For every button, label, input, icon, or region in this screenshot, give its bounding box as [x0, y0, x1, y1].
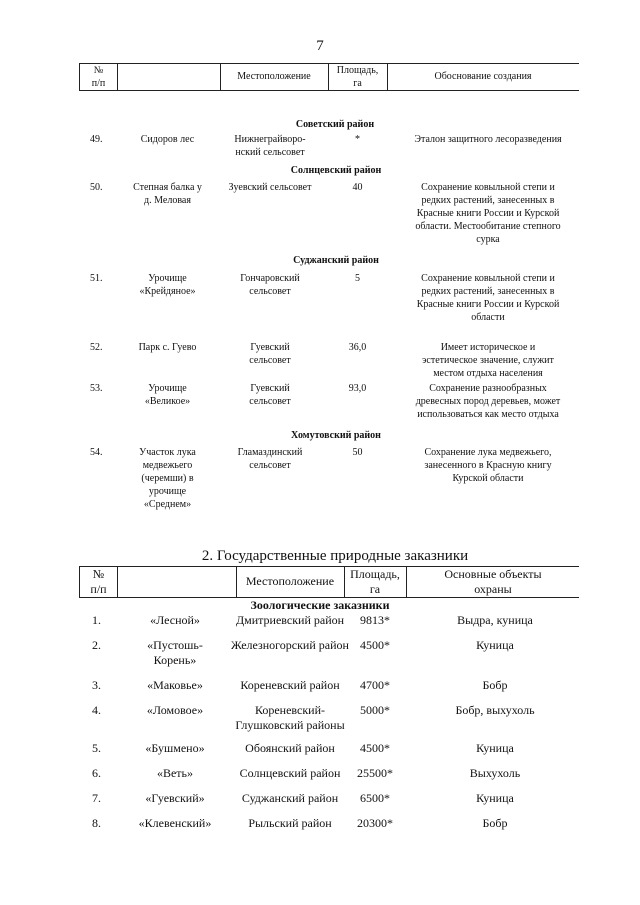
- row-number: 53.: [90, 383, 103, 394]
- row-location: Гуевский сельсовет: [249, 342, 291, 366]
- row-name: «Лесной»: [150, 613, 200, 627]
- row-reason: Сохранение ковыльной степи и редких растений, занесенных в Красные книги России и Курской области. Местообитание степного сурка: [415, 182, 561, 245]
- row-area: 25500*: [357, 766, 393, 780]
- page-number: 7: [316, 38, 324, 54]
- row-number: 7.: [92, 791, 101, 805]
- row-area: 4500*: [360, 638, 390, 652]
- row-location: Нижнеграйворо- нский сельсовет: [234, 134, 306, 158]
- district-heading: Хомутовский район: [291, 430, 381, 441]
- row-area: 4700*: [360, 678, 390, 692]
- district-heading: Суджанский район: [293, 255, 379, 266]
- row-name: «Гуевский»: [145, 791, 205, 805]
- row-name: Степная балка у д. Меловая: [133, 182, 202, 206]
- row-area: *: [355, 134, 360, 145]
- row-location: Обоянский район: [245, 741, 335, 755]
- subsection-title: Зоологические заказники: [250, 598, 390, 612]
- col-location-header: Местоположение: [245, 574, 335, 588]
- row-area: 40: [352, 182, 363, 193]
- row-objects: Куница: [476, 791, 514, 805]
- row-name: Парк с. Гуево: [138, 342, 197, 353]
- row-objects: Бобр: [482, 816, 508, 830]
- row-area: 4500*: [360, 741, 390, 755]
- row-name: Урочище «Великое»: [144, 383, 191, 407]
- row-area: 93,0: [348, 383, 367, 394]
- row-name: «Бушмено»: [145, 741, 205, 755]
- row-number: 1.: [92, 613, 101, 627]
- row-location: Зуевский сельсовет: [228, 182, 312, 193]
- row-number: 2.: [92, 638, 101, 652]
- row-objects: Бобр, выхухоль: [455, 703, 535, 717]
- row-number: 54.: [90, 447, 103, 458]
- row-location: Солнцевский район: [239, 766, 341, 780]
- row-name: «Пустошь- Корень»: [147, 638, 203, 667]
- row-name: Урочище «Крейдяное»: [139, 273, 196, 297]
- row-location: Суджанский район: [241, 791, 339, 805]
- row-area: 50: [352, 447, 363, 458]
- col-area-header: Площадь, га: [350, 567, 400, 596]
- district-heading: Советский район: [295, 119, 375, 130]
- row-area: 36,0: [348, 342, 367, 353]
- col-location-header: Местоположение: [237, 71, 311, 82]
- row-reason: Сохранение разнообразных древесных пород деревьев, может использоваться как место отдыха: [415, 383, 561, 420]
- row-objects: Выдра, куница: [457, 613, 533, 627]
- row-objects: Выхухоль: [469, 766, 521, 780]
- row-area: 5: [355, 273, 360, 284]
- row-name: «Клевенский»: [138, 816, 212, 830]
- row-name: «Маковье»: [147, 678, 203, 692]
- row-number: 6.: [92, 766, 101, 780]
- row-location: Железногорский район: [231, 638, 349, 652]
- col-objects-header: Основные объекты охраны: [444, 567, 542, 596]
- row-number: 49.: [90, 134, 103, 145]
- row-area: 6500*: [360, 791, 390, 805]
- col-reason-header: Обоснование создания: [434, 71, 532, 82]
- row-location: Гламаздинский сельсовет: [237, 447, 303, 471]
- row-location: Дмитриевский район: [235, 613, 345, 627]
- row-objects: Бобр: [482, 678, 508, 692]
- col-num-header: № п/п: [90, 567, 107, 596]
- row-location: Кореневский- Глушковский районы: [235, 703, 345, 732]
- row-reason: Сохранение лука медвежьего, занесенного в Красную книгу Курской области: [424, 447, 552, 484]
- row-location: Гуевский сельсовет: [249, 383, 291, 407]
- row-reason: Имеет историческое и эстетическое значение, служит местом отдыха населения: [422, 342, 554, 379]
- row-number: 52.: [90, 342, 103, 353]
- row-area: 9813*: [360, 613, 390, 627]
- row-number: 51.: [90, 273, 103, 284]
- row-name: Сидоров лес: [140, 134, 195, 145]
- row-area: 5000*: [360, 703, 390, 717]
- row-location: Рыльский район: [248, 816, 332, 830]
- row-number: 3.: [92, 678, 101, 692]
- row-location: Кореневский район: [240, 678, 340, 692]
- row-name: «Веть»: [156, 766, 194, 780]
- col-num-header: № п/п: [91, 65, 106, 89]
- row-objects: Куница: [476, 638, 514, 652]
- row-location: Гончаровский сельсовет: [240, 273, 300, 297]
- row-number: 4.: [92, 703, 101, 717]
- row-number: 8.: [92, 816, 101, 830]
- section-title: 2. Государственные природные заказники: [201, 548, 469, 564]
- row-name: Участок лука медвежьего (черемши) в урочище «Среднем»: [139, 447, 196, 510]
- row-reason: Эталон защитного лесоразведения: [414, 134, 562, 145]
- col-area-header: Площадь, га: [336, 65, 379, 89]
- row-area: 20300*: [357, 816, 393, 830]
- row-objects: Куница: [476, 741, 514, 755]
- row-name: «Ломовое»: [146, 703, 204, 717]
- row-number: 5.: [92, 741, 101, 755]
- row-number: 50.: [90, 182, 103, 193]
- row-reason: Сохранение ковыльной степи и редких растений, занесенных в Красные книги России и Курской области: [416, 273, 560, 323]
- district-heading: Солнцевский район: [290, 165, 382, 176]
